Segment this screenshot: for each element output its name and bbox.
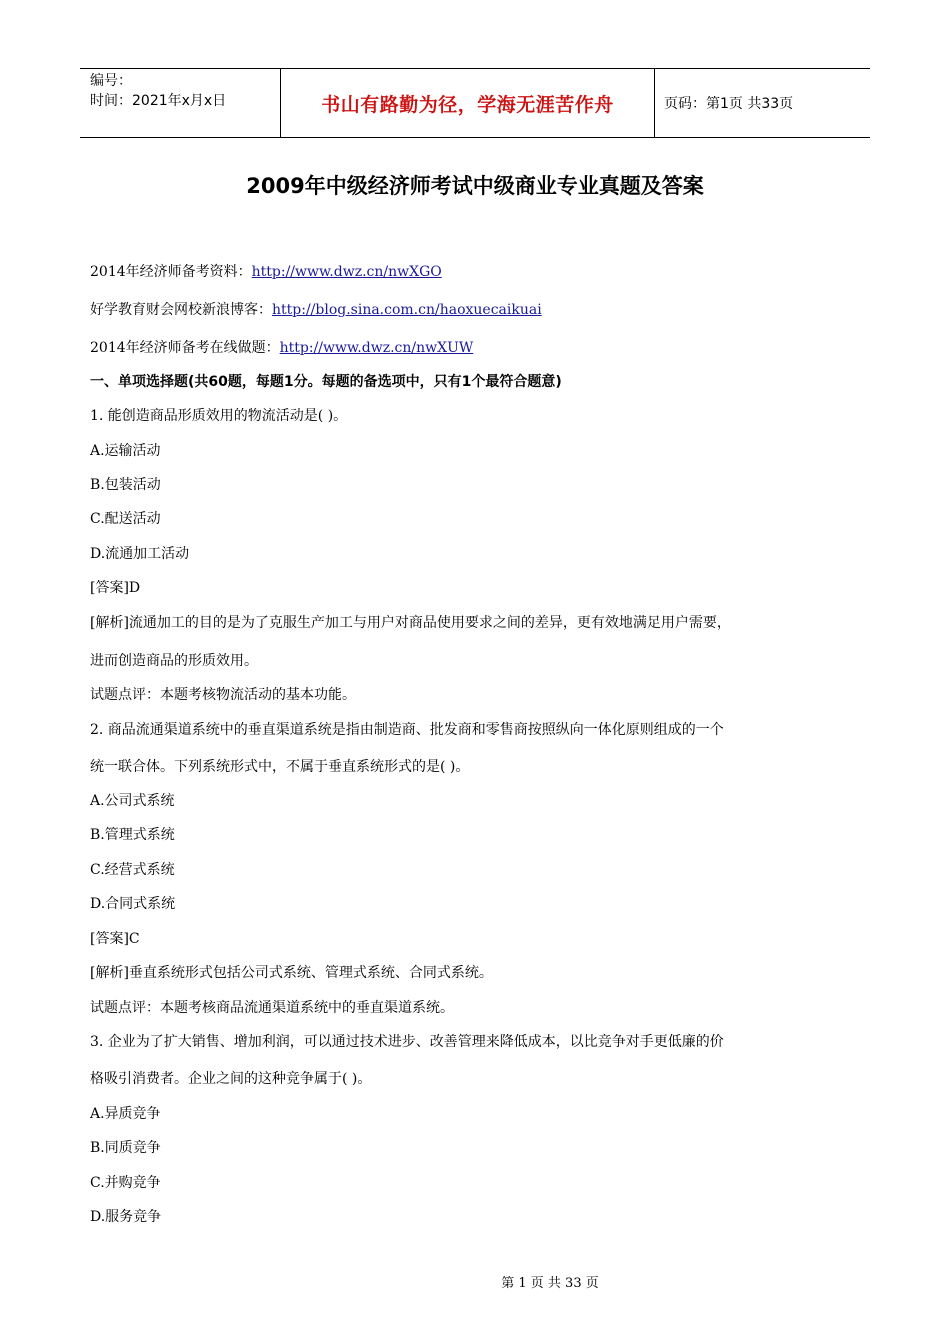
resource-link-line (90, 261, 442, 281)
text-line: D.服务竞争 (90, 1209, 162, 1225)
text-line: 格吸引消费者。企业之间的这种竞争属于( )。 (90, 1071, 372, 1087)
text-line: A.运输活动 (90, 443, 161, 459)
header-motto-cell (280, 69, 655, 137)
text-line: [解析]流通加工的目的是为了克服生产加工与用户对商品使用要求之间的差异，更有效地满足用户需要， (90, 615, 731, 631)
text-line: 1. 能创造商品形质效用的物流活动是( )。 (90, 408, 348, 424)
text-line: C.配送活动 (90, 511, 161, 527)
text-line: [解析]垂直系统形式包括公司式系统、管理式系统、合同式系统。 (90, 965, 493, 981)
resource-link-label: 2014年经济师备考资料： (90, 264, 252, 280)
resource-link[interactable]: http://blog.sina.com.cn/haoxuecaikuai (272, 302, 542, 318)
document-time-label: 时间：2021年x月x日 (90, 93, 227, 109)
resource-link-label: 2014年经济师备考在线做题： (90, 340, 280, 356)
text-line: B.管理式系统 (90, 827, 175, 843)
page-footer (0, 1272, 950, 1291)
text-line: D.流通加工活动 (90, 546, 190, 562)
header-meta-cell (80, 69, 280, 137)
text-line: C.经营式系统 (90, 862, 175, 878)
text-line: [答案]C (90, 931, 140, 947)
text-line: 统一联合体。下列系统形式中，不属于垂直系统形式的是( )。 (90, 759, 470, 775)
text-line: A.公司式系统 (90, 793, 175, 809)
text-line: 试题点评：本题考核物流活动的基本功能。 (90, 687, 356, 703)
section-heading: 一、单项选择题(共60题，每题1分。每题的备选项中，只有1个最符合题意) (90, 374, 562, 390)
text-line: A.异质竞争 (90, 1106, 161, 1122)
page-header (80, 68, 870, 138)
text-line: 试题点评：本题考核商品流通渠道系统中的垂直渠道系统。 (90, 1000, 454, 1016)
text-line: C.并购竞争 (90, 1175, 161, 1191)
text-line: 进而创造商品的形质效用。 (90, 653, 258, 669)
text-line: B.包装活动 (90, 477, 161, 493)
header-page-info: 页码：第1页 共33页 (664, 96, 794, 112)
resource-link-line (90, 337, 473, 357)
document-number-label: 编号： (90, 73, 132, 89)
text-line: 2. 商品流通渠道系统中的垂直渠道系统是指由制造商、批发商和零售商按照纵向一体化原则组成的一个 (90, 722, 724, 738)
resource-link[interactable]: http://www.dwz.cn/nwXGO (251, 264, 442, 280)
text-line: B.同质竞争 (90, 1140, 161, 1156)
resource-link-line (90, 299, 542, 319)
text-line: 3. 企业为了扩大销售、增加利润，可以通过技术进步、改善管理来降低成本，以比竞争对手更低廉的价 (90, 1034, 724, 1050)
resource-link-label: 好学教育财会网校新浪博客： (90, 302, 272, 318)
footer-page-number: 第 1 页 共 33 页 (501, 1276, 599, 1291)
document-title: 2009年中级经济师考试中级商业专业真题及答案 (246, 174, 704, 198)
text-line: [答案]D (90, 580, 141, 596)
header-page-cell (654, 69, 870, 137)
text-line: D.合同式系统 (90, 896, 176, 912)
resource-link[interactable]: http://www.dwz.cn/nwXUW (279, 340, 474, 356)
header-motto: 书山有路勤为径，学海无涯苦作舟 (321, 94, 614, 116)
